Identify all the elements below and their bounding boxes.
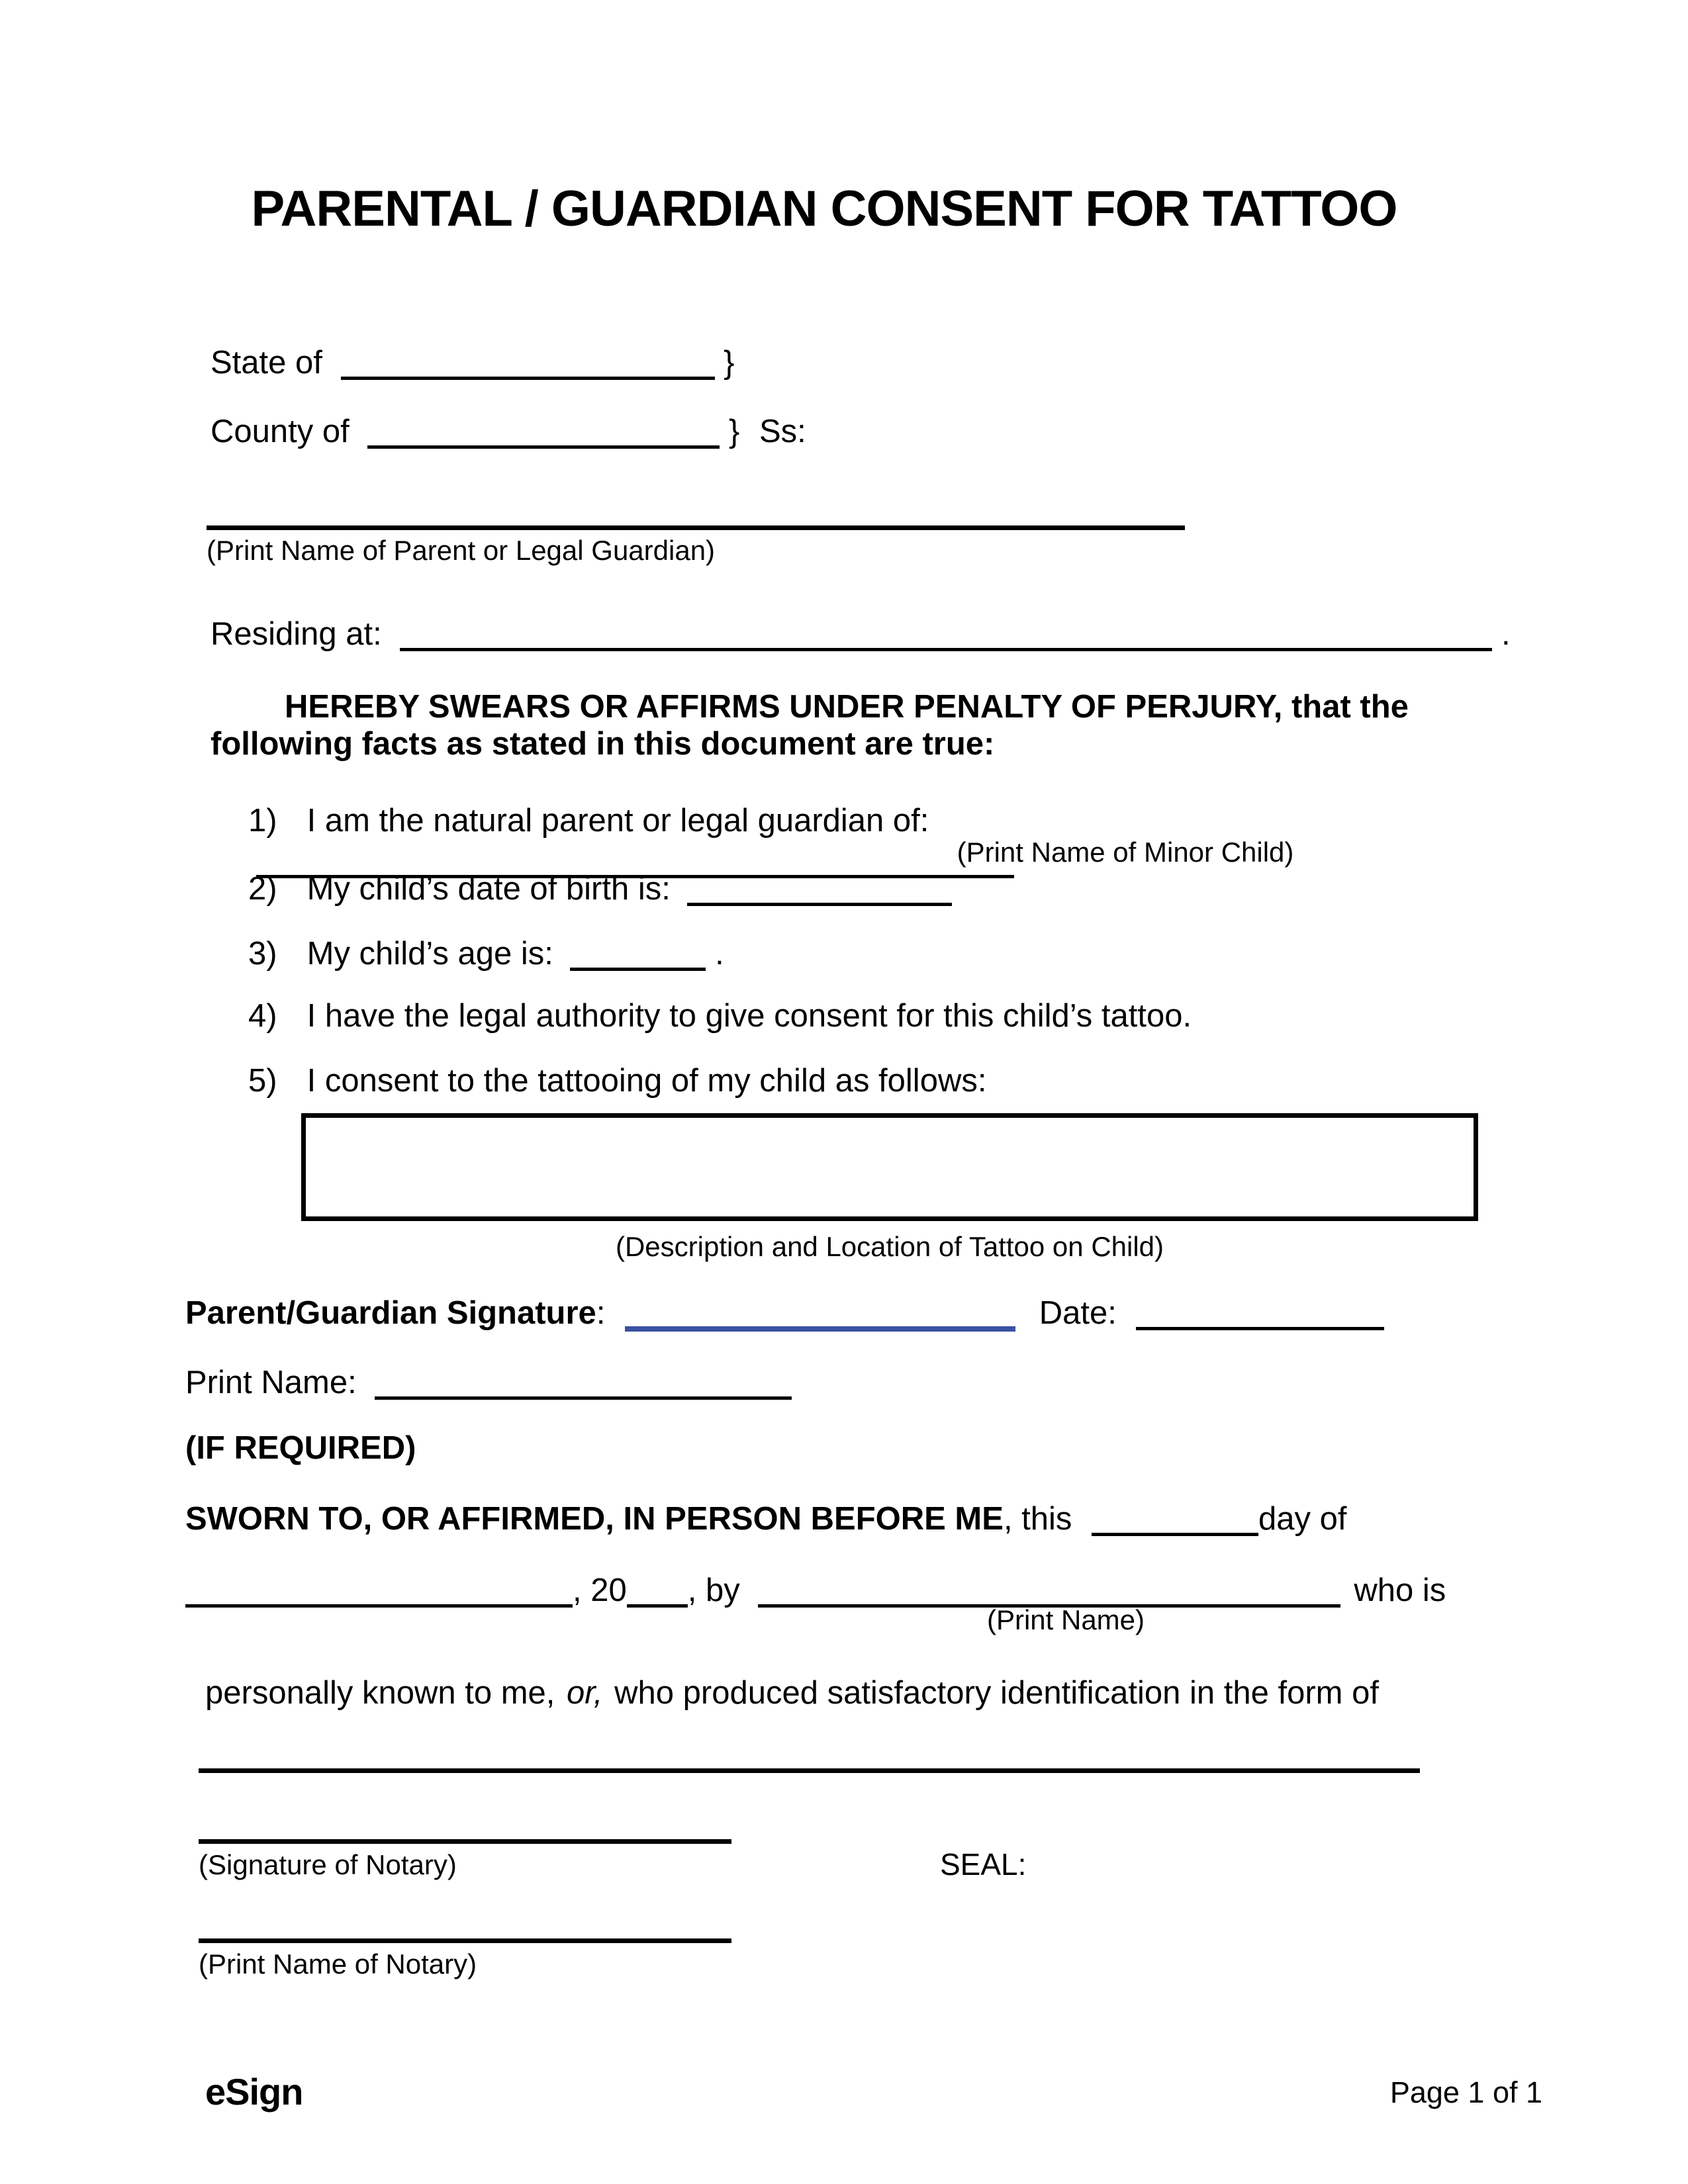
ss-label: Ss: — [759, 414, 806, 449]
state-row — [211, 341, 735, 381]
print-name-label: Print Name: — [185, 1365, 357, 1400]
print-name-blank-line[interactable] — [375, 1367, 792, 1400]
child-age-blank-line[interactable] — [570, 938, 706, 971]
if-required-label: (IF REQUIRED) — [185, 1430, 416, 1466]
esign-logo: eSign — [205, 2071, 303, 2113]
day-of-label: day of — [1258, 1501, 1347, 1537]
date-blank-line[interactable] — [1136, 1298, 1384, 1330]
state-brace: } — [724, 345, 735, 381]
list-item-4-text: I have the legal authority to give consent for this child’s tattoo. — [306, 998, 1192, 1034]
tattoo-description-caption: (Description and Location of Tattoo on Child) — [615, 1231, 1164, 1262]
list-item-5 — [248, 1062, 986, 1099]
notary-signature-caption: (Signature of Notary) — [199, 1849, 457, 1880]
sworn-row-1 — [185, 1497, 1347, 1537]
affiant-name-blank-line[interactable] — [758, 1575, 1340, 1608]
residing-row — [211, 612, 1511, 653]
list-item-3-number: 3) — [248, 936, 277, 972]
print-name-row — [185, 1361, 792, 1401]
date-label: Date: — [1039, 1295, 1117, 1331]
guardian-name-caption: (Print Name of Parent or Legal Guardian) — [207, 535, 716, 566]
signature-label: Parent/Guardian Signature — [185, 1295, 596, 1331]
notary-print-name-blank-line[interactable] — [199, 1911, 731, 1943]
year-blank-line[interactable] — [627, 1575, 688, 1608]
esign-signature-field[interactable] — [625, 1297, 1015, 1332]
sworn-tail-text: , this — [1003, 1501, 1072, 1537]
identification-row — [205, 1674, 1379, 1711]
day-blank-line[interactable] — [1092, 1504, 1258, 1536]
list-item-3-period: . — [715, 936, 724, 972]
notary-print-name-caption: (Print Name of Notary) — [199, 1948, 477, 1979]
page-indicator: Page 1 of 1 — [1389, 2075, 1542, 2109]
signature-row — [185, 1289, 1384, 1332]
list-item-1-text: I am the natural parent or legal guardian of: — [306, 803, 929, 839]
month-blank-line[interactable] — [185, 1575, 573, 1608]
county-brace: } — [728, 414, 740, 449]
list-item-5-text: I consent to the tattooing of my child as follows: — [306, 1063, 987, 1099]
residing-blank-line[interactable] — [400, 619, 1492, 651]
list-item-1-number: 1) — [248, 803, 277, 839]
list-item-3-text: My child’s age is: — [306, 936, 553, 972]
sworn-bold-text: SWORN TO, OR AFFIRMED, IN PERSON BEFORE ME — [185, 1501, 1004, 1537]
guardian-name-blank-line[interactable] — [207, 498, 1185, 530]
list-item-4-number: 4) — [248, 998, 277, 1034]
county-label: County of — [211, 414, 350, 449]
who-is-label: who is — [1354, 1572, 1446, 1608]
sworn-row-2 — [185, 1569, 1446, 1609]
residing-period: . — [1501, 616, 1511, 652]
known-text-2: who produced satisfactory identification in the form of — [614, 1675, 1379, 1711]
residing-label: Residing at: — [211, 616, 382, 652]
list-item-3 — [248, 932, 724, 972]
identification-blank-line[interactable] — [199, 1741, 1420, 1773]
page-title: PARENTAL / GUARDIAN CONSENT FOR TATTOO — [251, 181, 1397, 237]
minor-child-name-caption: (Print Name of Minor Child) — [957, 837, 1294, 868]
county-row — [211, 410, 806, 450]
seal-label: SEAL: — [940, 1847, 1027, 1882]
state-blank-line[interactable] — [341, 347, 715, 380]
affiant-name-caption: (Print Name) — [986, 1604, 1145, 1635]
birth-date-blank-line[interactable] — [687, 874, 952, 906]
known-text-1: personally known to me, — [205, 1675, 555, 1711]
year-prefix: , 20 — [573, 1572, 627, 1608]
list-item-4 — [248, 997, 1192, 1034]
signature-colon: : — [596, 1295, 606, 1331]
list-item-2-number: 2) — [248, 871, 277, 907]
oath-line1: HEREBY SWEARS OR AFFIRMS UNDER PENALTY OF PERJURY, that the — [285, 689, 1409, 725]
county-blank-line[interactable] — [367, 416, 720, 449]
notary-signature-blank-line[interactable] — [199, 1811, 731, 1844]
known-text-or: or, — [567, 1675, 603, 1711]
state-label: State of — [211, 345, 322, 381]
list-item-5-number: 5) — [248, 1063, 277, 1099]
by-label: , by — [687, 1572, 740, 1608]
list-item-2 — [248, 867, 952, 907]
list-item-2-text: My child’s date of birth is: — [306, 871, 671, 907]
oath-line2: following facts as stated in this document are true: — [211, 726, 995, 762]
tattoo-description-box[interactable] — [301, 1113, 1478, 1221]
